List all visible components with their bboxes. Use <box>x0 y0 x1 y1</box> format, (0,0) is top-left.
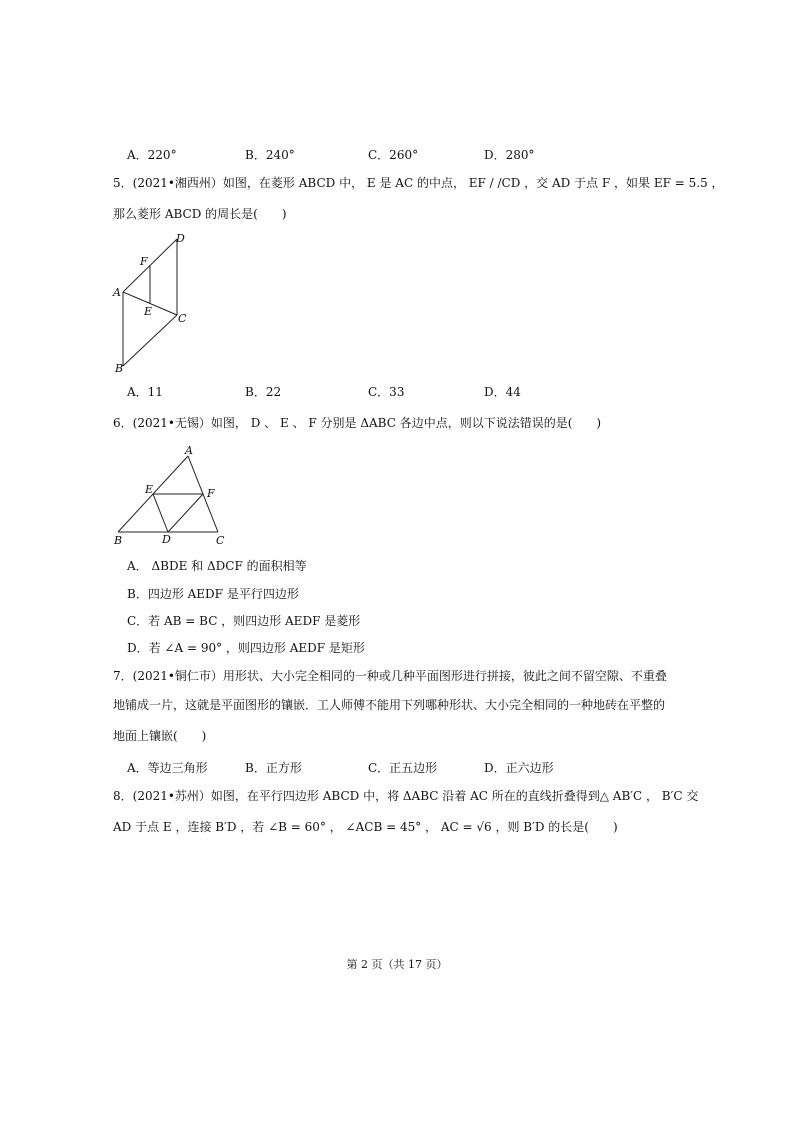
q6-option-a: A． ΔBDE 和 ΔDCF 的面积相等 <box>127 559 307 573</box>
q6-option-d: D．若 ∠A = 90° ，则四边形 AEDF 是矩形 <box>127 641 365 655</box>
label-F: F <box>207 487 215 500</box>
label-E: E <box>145 483 154 496</box>
q5-option-a: A．11 <box>127 385 163 399</box>
q7-option-d: D．正六边形 <box>484 761 554 775</box>
q8-stem-line1: 8．(2021•苏州）如图，在平行四边形 ABCD 中，将 ΔABC 沿着 AC 所在的直线折叠得到△ AB′C ， B′C 交 <box>113 789 699 803</box>
q5-option-b: B．22 <box>245 385 282 399</box>
label-D: D <box>176 232 185 245</box>
label-D: D <box>162 533 171 546</box>
option-a: A．220° <box>127 148 177 162</box>
label-F: F <box>140 255 148 268</box>
q6-option-b: B．四边形 AEDF 是平行四边形 <box>127 587 299 601</box>
q6-option-c: C．若 AB = BC ，则四边形 AEDF 是菱形 <box>127 614 361 628</box>
q7-option-b: B．正方形 <box>245 761 302 775</box>
q5-option-c: C．33 <box>368 385 405 399</box>
page-footer: 第 2 页（共 17 页） <box>346 958 448 971</box>
label-B: B <box>115 362 124 375</box>
q6-stem: 6．(2021•无锡）如图， D 、 E 、 F 分别是 ΔABC 各边中点，则以下说法错误的是( ) <box>113 416 602 430</box>
q5-stem-line1: 5．(2021•湘西州）如图，在菱形 ABCD 中， E 是 AC 的中点， EF / /CD ，交 AD 于点 F ，如果 EF = 5.5 ， <box>113 176 724 190</box>
label-B: B <box>114 534 123 547</box>
label-C: C <box>178 312 187 325</box>
q7-option-a: A．等边三角形 <box>127 761 208 775</box>
label-C: C <box>216 534 225 547</box>
q7-stem-line2: 地铺成一片，这就是平面图形的镶嵌．工人师傅不能用下列哪种形状、大小完全相同的一种地砖在平整的 <box>113 698 666 712</box>
triangle-figure <box>110 442 240 547</box>
label-A: A <box>113 286 121 299</box>
q5-stem-line2: 那么菱形 ABCD 的周长是( ) <box>113 207 287 221</box>
label-E: E <box>144 305 153 318</box>
q7-stem-line1: 7．(2021•铜仁市）用形状、大小完全相同的一种或几种平面图形进行拼接，彼此之间不留空隙、不重叠 <box>113 669 667 683</box>
option-c: C．260° <box>368 148 419 162</box>
option-b: B．240° <box>245 148 295 162</box>
label-A: A <box>185 444 193 457</box>
option-d: D．280° <box>484 148 535 162</box>
q8-stem-line2: AD 于点 E ，连接 B′D ，若 ∠B = 60° ， ∠ACB = 45° ， AC = √6 ，则 B′D 的长是( ) <box>113 820 618 834</box>
rhombus-figure <box>110 230 200 375</box>
q7-stem-line3: 地面上镶嵌( ) <box>113 729 207 743</box>
q7-option-c: C．正五边形 <box>368 761 438 775</box>
q5-option-d: D．44 <box>484 385 521 399</box>
